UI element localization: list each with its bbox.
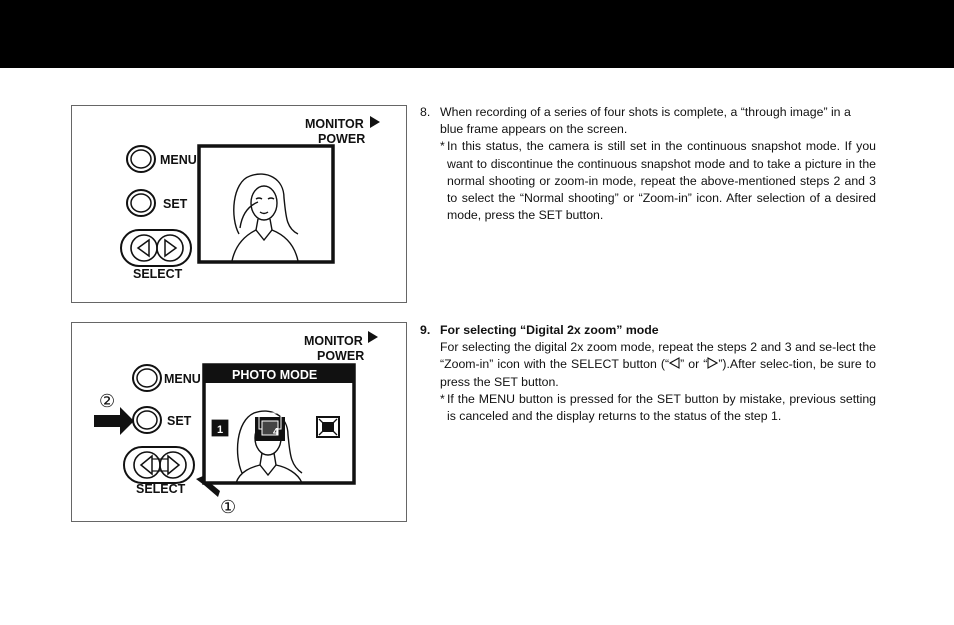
set-label: SET — [167, 414, 192, 428]
step-8-item — [420, 104, 876, 224]
step-9-text-b: ” or “ — [680, 357, 708, 372]
select-button-icon — [124, 447, 194, 483]
monitor-screen — [199, 146, 333, 262]
select-label: SELECT — [133, 267, 183, 281]
figure-camera-photo-mode — [71, 322, 407, 522]
triangle-left-icon — [669, 357, 680, 369]
step-9-text-c: ”).After selec-tion, be sure to press the SET button. — [440, 357, 876, 389]
set-button-icon — [127, 190, 155, 216]
step-8-note-mark: * — [440, 139, 445, 154]
set-button-icon — [133, 407, 161, 433]
step-9-note — [440, 391, 876, 425]
monitor-label: MONITOR — [305, 117, 364, 131]
monitor-arrow-icon — [370, 116, 380, 128]
monitor-screen — [204, 365, 354, 483]
monitor-label: MONITOR — [304, 334, 363, 348]
normal-shooting-label: 1 — [217, 424, 224, 436]
menu-button-icon — [127, 146, 155, 172]
step-8-note — [440, 138, 876, 224]
step-8-number: 8. — [420, 105, 431, 119]
select-label: SELECT — [136, 482, 186, 496]
photo-mode-title: PHOTO MODE — [232, 368, 318, 382]
figure-camera-continuous — [71, 105, 407, 303]
step-9-text — [440, 339, 876, 391]
power-label: POWER — [318, 132, 366, 146]
menu-label: MENU — [164, 372, 201, 386]
menu-label: MENU — [160, 153, 197, 167]
continuous-snapshot-label: 4 — [273, 427, 279, 438]
continuous-snapshot-icon — [255, 413, 285, 441]
step-9-note-mark: * — [440, 391, 445, 406]
figure-1-illustration — [72, 106, 406, 302]
step-8-instructions — [420, 104, 876, 224]
select-button-icon — [121, 230, 191, 266]
step-9-heading: For selecting “Digital 2x zoom” mode — [440, 323, 659, 337]
triangle-right-icon — [707, 357, 718, 369]
step-8-text: When recording of a series of four shots is complete, a “through image” in a blue frame appears on the screen. — [440, 105, 851, 137]
monitor-arrow-icon — [368, 331, 378, 343]
header-bar — [0, 0, 954, 68]
step-9-note-text: If the MENU button is pressed for the SET button by mistake, previous setting is canceled and the display returns to the status of the step 1. — [447, 391, 876, 424]
power-label: POWER — [317, 349, 365, 363]
figure-2-illustration — [72, 323, 406, 521]
step-9-instructions — [420, 322, 876, 425]
zoom-in-icon — [317, 417, 339, 437]
step-9-item — [420, 322, 876, 425]
set-label: SET — [163, 197, 188, 211]
step-9-number: 9. — [420, 323, 431, 337]
menu-button-icon — [133, 365, 161, 391]
callout-2-marker: ② — [99, 391, 116, 412]
step-8-note-text: In this status, the camera is still set in the continuous snapshot mode. If you want to discontinue the continuous snapshot mode and to take a picture in the normal shooting or zoom-in mode, repeat the above-mentioned steps 2 and 3 to select the “Normal shooting” or “Zoom-in” icon. After selection of a desired mode, press the SET button. — [447, 139, 876, 223]
callout-1-marker: ① — [220, 497, 237, 518]
step-9-text-a: For selecting the digital 2x zoom mode, repeat the steps 2 and 3 and se-lect the “Zoom-in” icon with the SELECT button (“ — [440, 340, 876, 372]
